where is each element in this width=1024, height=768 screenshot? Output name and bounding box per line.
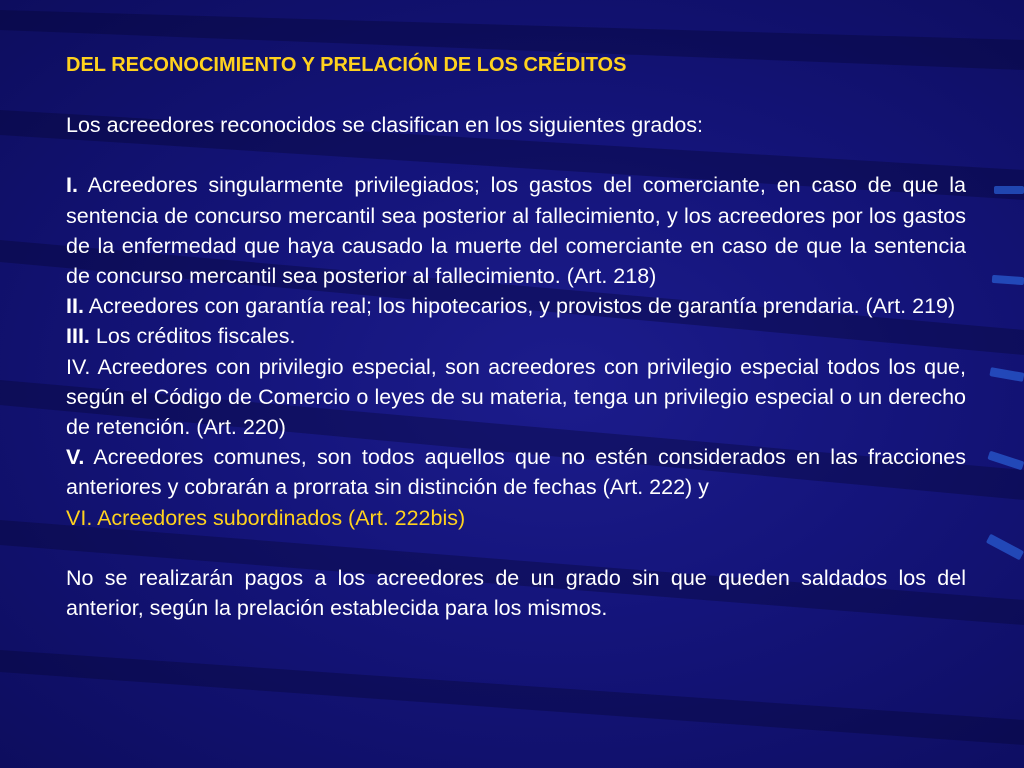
grade-item [66, 442, 966, 502]
grade-item [66, 291, 966, 321]
slide-content [66, 50, 966, 623]
grade-item [66, 321, 966, 351]
grade-numeral: V. [66, 445, 85, 470]
grade-text: Los créditos fiscales. [89, 324, 296, 349]
grade-numeral: I. [66, 173, 78, 198]
closing-text: No se realizarán pagos a los acreedores de un grado sin que queden saldados los del anterior, según la prelación establecida para los mismos. [66, 565, 966, 621]
slide-title: DEL RECONOCIMIENTO Y PRELACIÓN DE LOS CRÉDITOS [66, 54, 627, 76]
grade-item [66, 170, 966, 291]
grades-list [66, 170, 966, 532]
grade-text: Acreedores comunes, son todos aquellos que no estén considerados en las fracciones anteriores y cobrarán a prorrata sin distinción de fechas (Art. 222) y [66, 445, 966, 500]
grade-text: Acreedores con garantía real; los hipotecarios, y provistos de garantía prendaria. (Art. 219) [83, 294, 956, 319]
grade-numeral: II. [66, 294, 84, 319]
grade-item [66, 352, 966, 443]
grade-item-highlighted: VI. Acreedores subordinados (Art. 222bis) [66, 505, 466, 530]
grade-text: Acreedores singularmente privilegiados; los gastos del comerciante, en caso de que la sentencia de concurso mercantil sea posterior al fallecimiento, y los acreedores por los gastos de la enfermedad que haya causado la muerte del comerciante en caso de que la sentencia de concurso mercantil sea posterior al fallecimiento. (Art. 218) [66, 173, 966, 289]
grade-numeral: III. [66, 324, 90, 349]
grade-numeral: IV. [66, 354, 91, 379]
intro-text: Los acreedores reconocidos se clasifican en los siguientes grados: [66, 113, 704, 138]
grade-text: Acreedores con privilegio especial, son acreedores con privilegio especial todos los que, según el Código de Comercio o leyes de su materia, tenga un privilegio especial o un derecho de retención. (Art. 220) [66, 354, 966, 440]
